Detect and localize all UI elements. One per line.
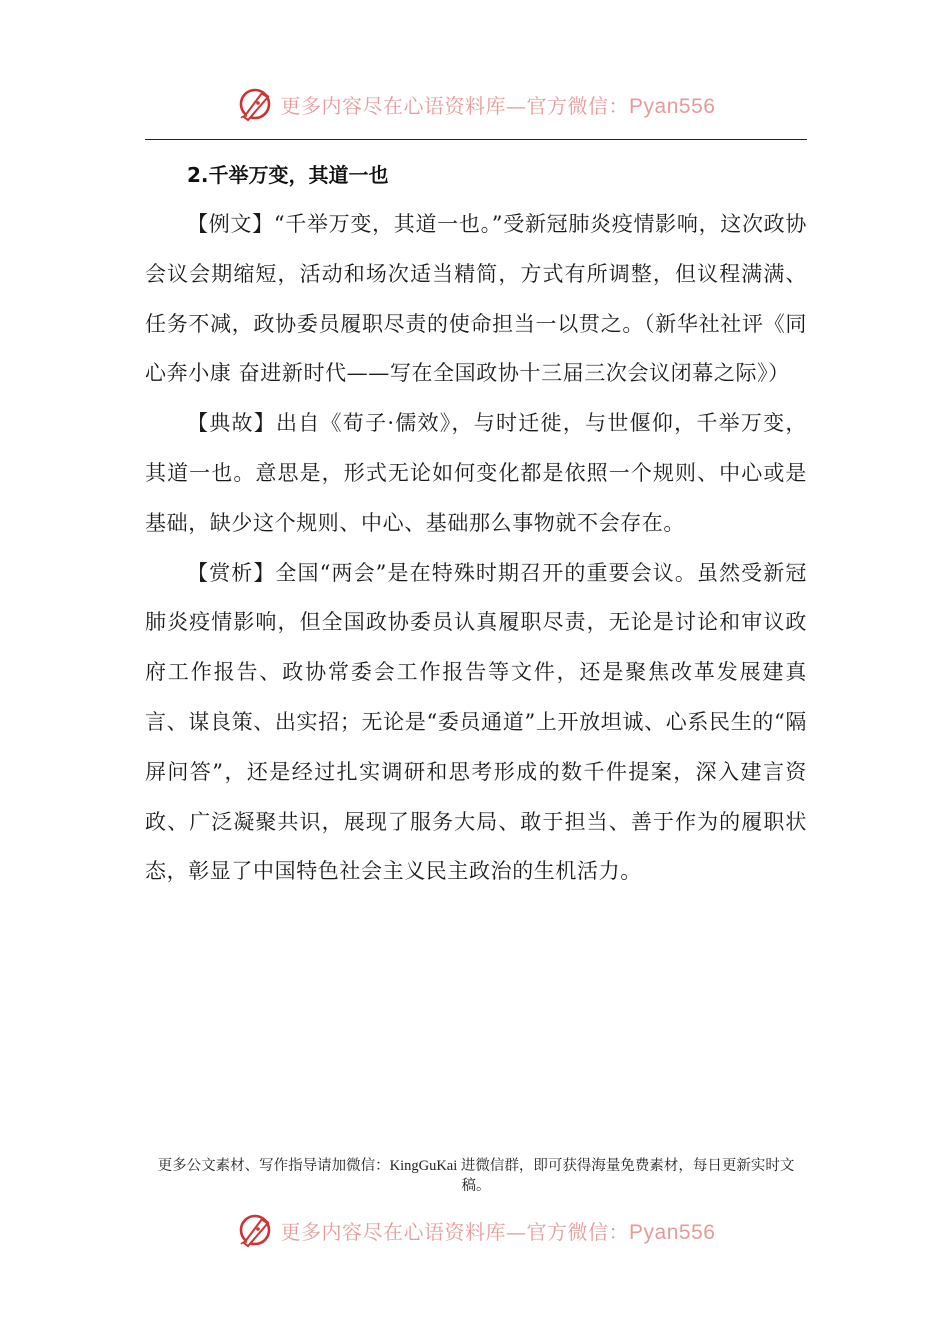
header-banner-text xyxy=(281,90,716,119)
banner-slogan: 更多内容尽在心语资料库—官方微信： xyxy=(280,1219,630,1244)
header-banner xyxy=(0,82,950,126)
banner-wechat-id: Pyan556 xyxy=(629,94,716,118)
example-paragraph: 【例文】“千举万变，其道一也。”受新冠肺炎疫情影响，这次政协会议会期缩短，活动和场次适当精简，方式有所调整，但议程满满、任务不减，政协委员履职尽责的使命担当一以贯之。（新华社社评《同心奔小康 奋进新时代——写在全国政协十三届三次会议闭幕之际》） xyxy=(145,212,807,386)
footer-banner-text xyxy=(281,1216,716,1245)
pen-nib-circle-icon xyxy=(235,1210,275,1250)
footer-banner xyxy=(0,1208,950,1252)
article-body xyxy=(145,150,807,897)
appreciation-paragraph: 【赏析】全国“两会”是在特殊时期召开的重要会议。虽然受新冠肺炎疫情影响，但全国政协委员认真履职尽责，无论是讨论和审议政府工作报告、政协常委会工作报告等文件，还是聚焦改革发展建真言、谋良策、出实招；无论是“委员通道”上开放坦诚、心系民生的“隔屏问答”，还是经过扎实调研和思考形成的数千件提案，深入建言资政、广泛凝聚共识，展现了服务大局、敢于担当、善于作为的履职状态，彰显了中国特色社会主义民主政治的生机活力。 xyxy=(145,560,807,884)
pen-nib-circle-icon xyxy=(235,84,275,124)
banner-slogan: 更多内容尽在心语资料库—官方微信： xyxy=(280,93,630,118)
footer-note: 更多公文素材、写作指导请加微信：KingGuKai 进微信群，即可获得海量免费素材，每日更新实时文稿。 xyxy=(157,1158,795,1194)
banner-wechat-id: Pyan556 xyxy=(629,1220,716,1244)
header-divider xyxy=(145,139,807,140)
allusion-paragraph: 【典故】出自《荀子·儒效》，与时迁徙，与世偃仰，千举万变，其道一也。意思是，形式无论如何变化都是依照一个规则、中心或是基础，缺少这个规则、中心、基础那么事物就不会存在。 xyxy=(145,411,807,535)
section-heading: 2.千举万变，其道一也 xyxy=(187,163,389,187)
